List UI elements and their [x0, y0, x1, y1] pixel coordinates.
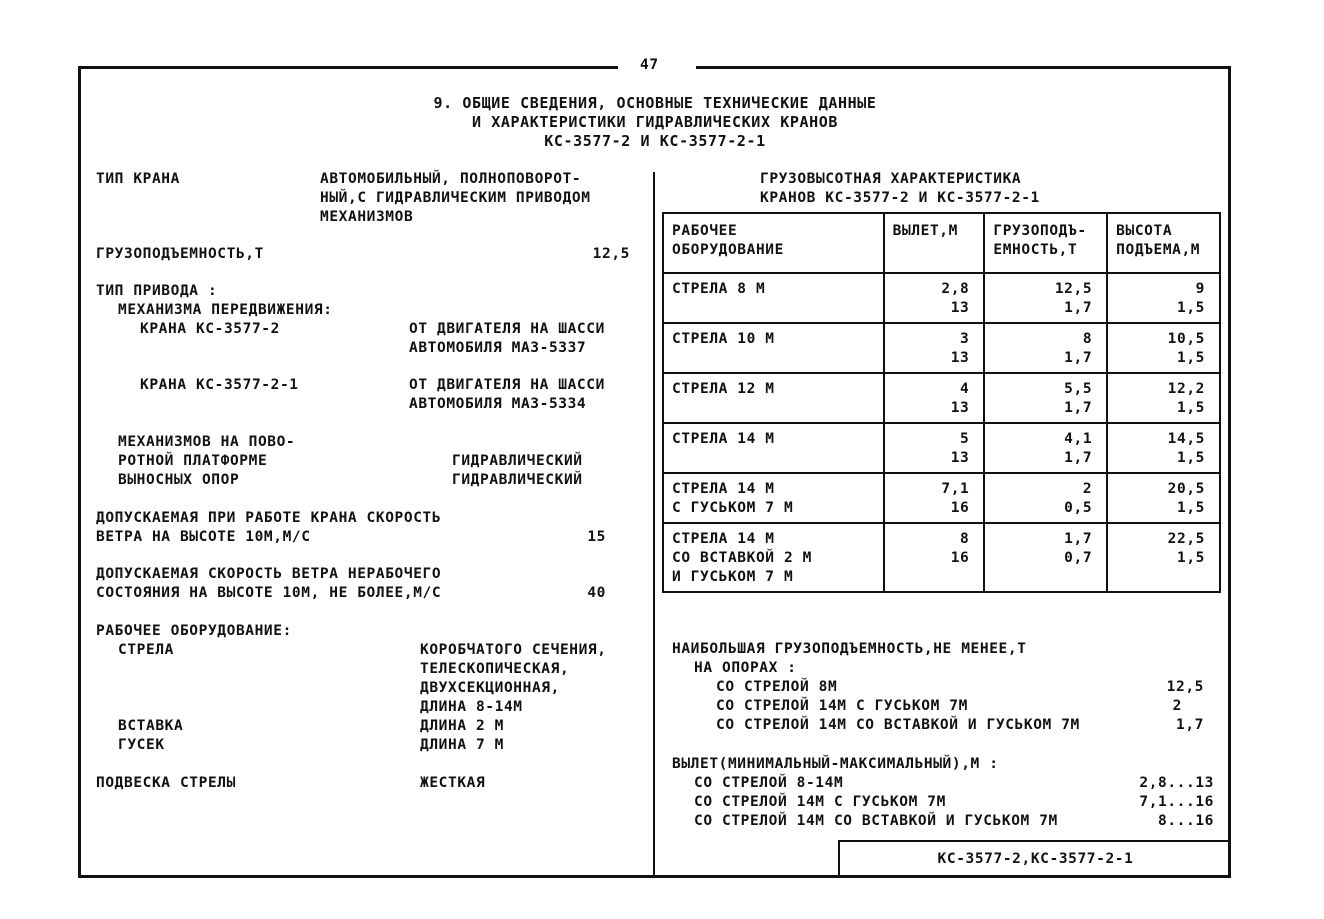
max-capacity-item-value: 12,5 [1166, 679, 1204, 695]
crane-1-value-1: ОТ ДВИГАТЕЛЯ НА ШАССИ [409, 321, 605, 337]
mechanisms-label-1: МЕХАНИЗМОВ НА ПОВО- [118, 434, 296, 450]
cell-equipment: СТРЕЛА 10 М [663, 323, 884, 373]
wind-idle-label-2: СОСТОЯНИЯ НА ВЫСОТЕ 10М, НЕ БОЛЕЕ,М/С [96, 585, 442, 601]
insert-value: ДЛИНА 2 М [420, 718, 504, 734]
table-row [663, 473, 1220, 523]
cell-equipment: СТРЕЛА 12 М [663, 373, 884, 423]
capacity-label: ГРУЗОПОДЪЕМНОСТЬ,Т [96, 246, 264, 262]
crane-2-label: КРАНА КС-3577-2-1 [140, 377, 299, 393]
table-header-row [663, 213, 1220, 273]
max-capacity-item-value: 2 [1172, 698, 1182, 714]
crane-1-value-2: АВТОМОБИЛЯ МАЗ-5337 [409, 340, 587, 356]
page-number: 47 [640, 57, 659, 73]
boom-value-3: ДВУХСЕКЦИОННАЯ, [420, 680, 560, 696]
crane-2-value-2: АВТОМОБИЛЯ МАЗ-5334 [409, 396, 587, 412]
cell-capacity: 4,1 1,7 [984, 423, 1107, 473]
reach-item-label: СО СТРЕЛОЙ 8-14М [694, 775, 844, 791]
jib-label: ГУСЕК [118, 737, 165, 753]
cell-reach: 7,1 16 [884, 473, 985, 523]
wind-idle-label-1: ДОПУСКАЕМАЯ СКОРОСТЬ ВЕТРА НЕРАБОЧЕГО [96, 566, 442, 582]
reach-item-value: 2,8...13 [1139, 775, 1214, 791]
cell-height: 14,5 1,5 [1107, 423, 1220, 473]
wind-work-value: 15 [587, 529, 606, 545]
cell-height: 9 1,5 [1107, 273, 1220, 323]
equipment-label: РАБОЧЕЕ ОБОРУДОВАНИЕ: [96, 623, 292, 639]
capacity-value: 12,5 [592, 246, 630, 262]
load-height-table [662, 212, 1221, 593]
wind-work-label-2: ВЕТРА НА ВЫСОТЕ 10М,М/С [96, 529, 311, 545]
crane-type-value-1: АВТОМОБИЛЬНЫЙ, ПОЛНОПОВОРОТ- [320, 171, 582, 187]
boom-label: СТРЕЛА [118, 642, 174, 658]
crane-2-value-1: ОТ ДВИГАТЕЛЯ НА ШАССИ [409, 377, 605, 393]
cell-reach: 2,8 13 [884, 273, 985, 323]
wind-work-label-1: ДОПУСКАЕМАЯ ПРИ РАБОТЕ КРАНА СКОРОСТЬ [96, 510, 442, 526]
reach-item-label: СО СТРЕЛОЙ 14М СО ВСТАВКОЙ И ГУСЬКОМ 7М [694, 813, 1058, 829]
cell-reach: 8 16 [884, 523, 985, 592]
section-title-line-1: 9. ОБЩИЕ СВЕДЕНИЯ, ОСНОВНЫЕ ТЕХНИЧЕСКИЕ ДАННЫЕ [433, 94, 877, 112]
platform-drive-value: ГИДРАВЛИЧЕСКИЙ [452, 453, 583, 469]
max-capacity-label: НАИБОЛЬШАЯ ГРУЗОПОДЪЕМНОСТЬ,НЕ МЕНЕЕ,Т [672, 641, 1027, 657]
table-row [663, 423, 1220, 473]
suspension-label: ПОДВЕСКА СТРЕЛЫ [96, 775, 236, 791]
section-title-line-3: КС-3577-2 И КС-3577-2-1 [544, 132, 766, 150]
header-capacity: ГРУЗОПОДЪ- ЕМНОСТЬ,Т [984, 213, 1107, 273]
table-title-line-2: КРАНОВ КС-3577-2 И КС-3577-2-1 [760, 190, 1040, 206]
section-title-line-2: И ХАРАКТЕРИСТИКИ ГИДРАВЛИЧЕСКИХ КРАНОВ [472, 113, 838, 131]
cell-equipment: СТРЕЛА 14 М СО ВСТАВКОЙ 2 М И ГУСЬКОМ 7 М [663, 523, 884, 592]
mechanisms-label-3: ВЫНОСНЫХ ОПОР [118, 472, 240, 488]
cell-reach: 5 13 [884, 423, 985, 473]
jib-value: ДЛИНА 7 М [420, 737, 504, 753]
table-row [663, 373, 1220, 423]
max-capacity-item-label: СО СТРЕЛОЙ 8М [716, 679, 838, 695]
insert-label: ВСТАВКА [118, 718, 184, 734]
max-capacity-item-label: СО СТРЕЛОЙ 14М СО ВСТАВКОЙ И ГУСЬКОМ 7М [716, 717, 1080, 733]
crane-type-value-2: НЫЙ,С ГИДРАВЛИЧЕСКИМ ПРИВОДОМ [320, 190, 591, 206]
reach-range-label: ВЫЛЕТ(МИНИМАЛЬНЫЙ-МАКСИМАЛЬНЫЙ),М : [672, 756, 999, 772]
cell-height: 10,5 1,5 [1107, 323, 1220, 373]
document-stamp: КС-3577-2,КС-3577-2-1 [937, 851, 1134, 867]
wind-idle-value: 40 [587, 585, 606, 601]
reach-item-value: 7,1...16 [1139, 794, 1214, 810]
column-divider [653, 172, 655, 878]
on-outriggers-label: НА ОПОРАХ : [694, 660, 797, 676]
boom-value-4: ДЛИНА 8-14М [420, 699, 523, 715]
table-row [663, 323, 1220, 373]
cell-height: 12,2 1,5 [1107, 373, 1220, 423]
max-capacity-item-value: 1,7 [1176, 717, 1204, 733]
header-height: ВЫСОТА ПОДЪЕМА,М [1107, 213, 1220, 273]
table-row [663, 523, 1220, 592]
table-title-line-1: ГРУЗОВЫСОТНАЯ ХАРАКТЕРИСТИКА [760, 171, 1022, 187]
cell-equipment: СТРЕЛА 14 М [663, 423, 884, 473]
cell-reach: 3 13 [884, 323, 985, 373]
reach-item-value: 8...16 [1158, 813, 1214, 829]
table-row [663, 273, 1220, 323]
travel-mechanism-label: МЕХАНИЗМА ПЕРЕДВИЖЕНИЯ: [118, 302, 333, 318]
cell-height: 20,5 1,5 [1107, 473, 1220, 523]
cell-equipment: СТРЕЛА 14 М С ГУСЬКОМ 7 М [663, 473, 884, 523]
cell-height: 22,5 1,5 [1107, 523, 1220, 592]
header-equipment: РАБОЧЕЕ ОБОРУДОВАНИЕ [663, 213, 884, 273]
crane-type-value-3: МЕХАНИЗМОВ [320, 209, 414, 225]
boom-value-2: ТЕЛЕСКОПИЧЕСКАЯ, [420, 661, 570, 677]
mechanisms-label-2: РОТНОЙ ПЛАТФОРМЕ [118, 453, 268, 469]
cell-equipment: СТРЕЛА 8 М [663, 273, 884, 323]
cell-capacity: 1,7 0,7 [984, 523, 1107, 592]
cell-capacity: 5,5 1,7 [984, 373, 1107, 423]
boom-value-1: КОРОБЧАТОГО СЕЧЕНИЯ, [420, 642, 607, 658]
cell-capacity: 12,5 1,7 [984, 273, 1107, 323]
header-reach: ВЫЛЕТ,М [884, 213, 985, 273]
crane-type-label: ТИП КРАНА [96, 171, 180, 187]
max-capacity-item-label: СО СТРЕЛОЙ 14М С ГУСЬКОМ 7М [716, 698, 968, 714]
crane-1-label: КРАНА КС-3577-2 [140, 321, 280, 337]
reach-item-label: СО СТРЕЛОЙ 14М С ГУСЬКОМ 7М [694, 794, 946, 810]
suspension-value: ЖЕСТКАЯ [420, 775, 486, 791]
drive-type-label: ТИП ПРИВОДА : [96, 283, 218, 299]
cell-capacity: 2 0,5 [984, 473, 1107, 523]
cell-capacity: 8 1,7 [984, 323, 1107, 373]
outrigger-drive-value: ГИДРАВЛИЧЕСКИЙ [452, 472, 583, 488]
cell-reach: 4 13 [884, 373, 985, 423]
